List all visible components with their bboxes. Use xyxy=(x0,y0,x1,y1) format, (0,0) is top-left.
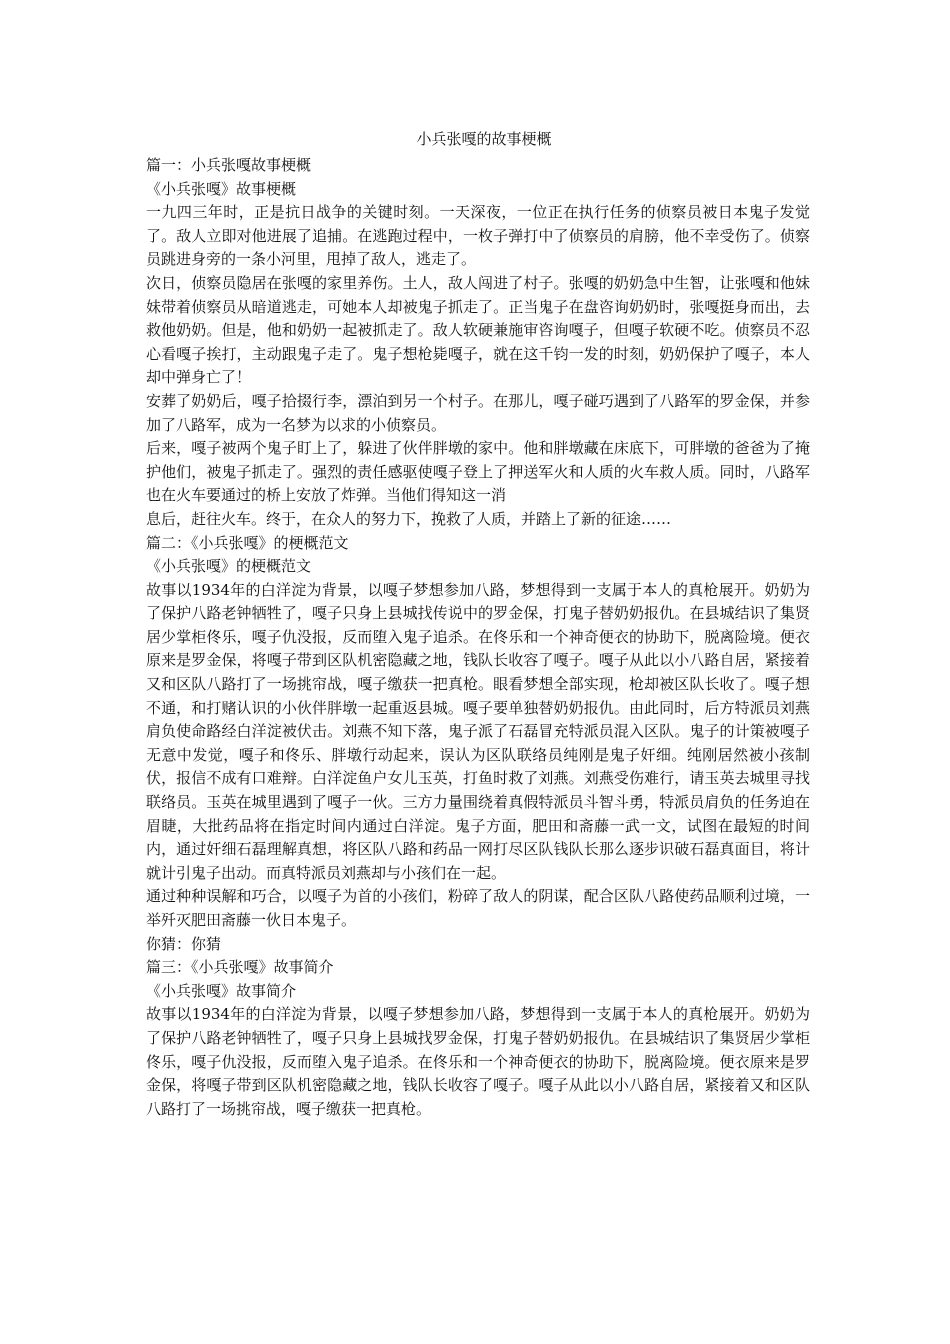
paragraph: 故事以1934年的白洋淀为背景，以嘎子梦想参加八路，梦想得到一支属于本人的真枪展开。奶奶为了保护八路老钟牺牲了，嘎子只身上县城找传说中的罗金保，打鬼子替奶奶报仇。在县城结识了集贤居少掌柜佟乐，嘎子仇没报，反而堕入鬼子追杀。在佟乐和一个神奇便衣的协助下，脱离险境。便衣原来是罗金保，将嘎子带到区队机密隐藏之地，钱队长收容了嘎子。嘎子从此以小八路自居，紧接着又和区队八路打了一场挑帘战，嘎子缴获一把真枪。眼看梦想全部实现，枪却被区队长收了。嘎子想不通，和打赌认识的小伙伴胖墩一起重返县城。嘎子要单独替奶奶报仇。由此同时，后方特派员刘燕肩负使命路经白洋淀被伏击。刘燕不知下落，鬼子派了石磊冒充特派员混入区队。鬼子的计策被嘎子无意中发觉，嘎子和佟乐、胖墩行动起来，误认为区队联络员纯刚是鬼子奸细。纯刚居然被小孩制伏，报信不成有口难辩。白洋淀鱼户女儿玉英，打鱼时救了刘燕。刘燕受伤难行，请玉英去城里寻找联络员。玉英在城里遇到了嘎子一伙。三方力量围绕着真假特派员斗智斗勇，特派员肩负的任务迫在眉睫，大批药品将在指定时间内通过白洋淀。鬼子方面，肥田和斋藤一武一文，试图在最短的时间内，通过奸细石磊理解真想，将区队八路和药品一网打尽区队钱队长那么逐步识破石磊真面目，将计就计引鬼子出动。而真特派员刘燕却与小孩们在一起。 xyxy=(146,580,810,882)
paragraph: 次日，侦察员隐居在张嘎的家里养伤。土人，敌人闯进了村子。张嘎的奶奶急中生智，让张嘎和他妹妹带着侦察员从暗道逃走，可她本人却被鬼子抓走了。正当鬼子在盘咨询奶奶时，张嘎挺身而出，去救他奶奶。但是，他和奶奶一起被抓走了。敌人软硬兼施审咨询嘎子，但嘎子软硬不吃。侦察员不忍心看嘎子挨打，主动跟鬼子走了。鬼子想枪毙嘎子，就在这千钧一发的时刻，奶奶保护了嘎子，本人却中弹身亡了！ xyxy=(146,273,810,387)
paragraph: 后来，嘎子被两个鬼子盯上了，躲进了伙伴胖墩的家中。他和胖墩藏在床底下，可胖墩的爸爸为了掩护他们，被鬼子抓走了。强烈的责任感驱使嘎子登上了押送军火和人质的火车救人质。同时，八路军也在火车要通过的桥上安放了炸弹。当他们得知这一消 xyxy=(146,439,810,505)
heading-line: 篇二：《小兵张嘎》的梗概范文 xyxy=(146,533,349,552)
heading-line: 篇三：《小兵张嘎》故事简介 xyxy=(146,958,334,977)
paragraph: 息后，赶往火车。终于，在众人的努力下，挽救了人质，并踏上了新的征途…… xyxy=(146,509,672,528)
document-body xyxy=(146,154,810,1121)
paragraph: 安葬了奶奶后，嘎子拾掇行李，漂泊到另一个村子。在那儿，嘎子碰巧遇到了八路军的罗金保，并参加了八路军，成为一名梦为以求的小侦察员。 xyxy=(146,391,810,434)
paragraph: 一九四三年时，正是抗日战争的关键时刻。一天深夜，一位正在执行任务的侦察员被日本鬼子发觉了。敌人立即对他进展了追捕。在逃跑过程中，一枚子弹打中了侦察员的肩膀，他不幸受伤了。侦察员跳进身旁的一条小河里，甩掉了敌人，逃走了。 xyxy=(146,203,810,269)
document-page xyxy=(146,124,810,1121)
heading-line: 篇一：小兵张嘎故事梗概 xyxy=(146,156,312,174)
heading-line: 《小兵张嘎》故事梗概 xyxy=(146,179,297,198)
heading-line: 《小兵张嘎》的梗概范文 xyxy=(146,557,312,576)
heading-line: 你猜：你猜 xyxy=(146,934,222,953)
paragraph: 通过种种误解和巧合，以嘎子为首的小孩们，粉碎了敌人的阴谋，配合区队八路使药品顺利过境，一举歼灭肥田斋藤一伙日本鬼子。 xyxy=(146,887,810,929)
heading-line: 《小兵张嘎》故事简介 xyxy=(146,981,297,1000)
document-title: 小兵张嘎的故事梗概 xyxy=(416,130,552,148)
paragraph: 故事以1934年的白洋淀为背景，以嘎子梦想参加八路，梦想得到一支属于本人的真枪展开。奶奶为了保护八路老钟牺牲了，嘎子只身上县城找罗金保，打鬼子替奶奶报仇。在县城结识了集贤居少掌柜佟乐，嘎子仇没报，反而堕入鬼子追杀。在佟乐和一个神奇便衣的协助下，脱离险境。便衣原来是罗金保，将嘎子带到区队机密隐藏之地，钱队长收容了嘎子。嘎子从此以小八路自居，紧接着又和区队八路打了一场挑帘战，嘎子缴获一把真枪。 xyxy=(146,1005,810,1118)
